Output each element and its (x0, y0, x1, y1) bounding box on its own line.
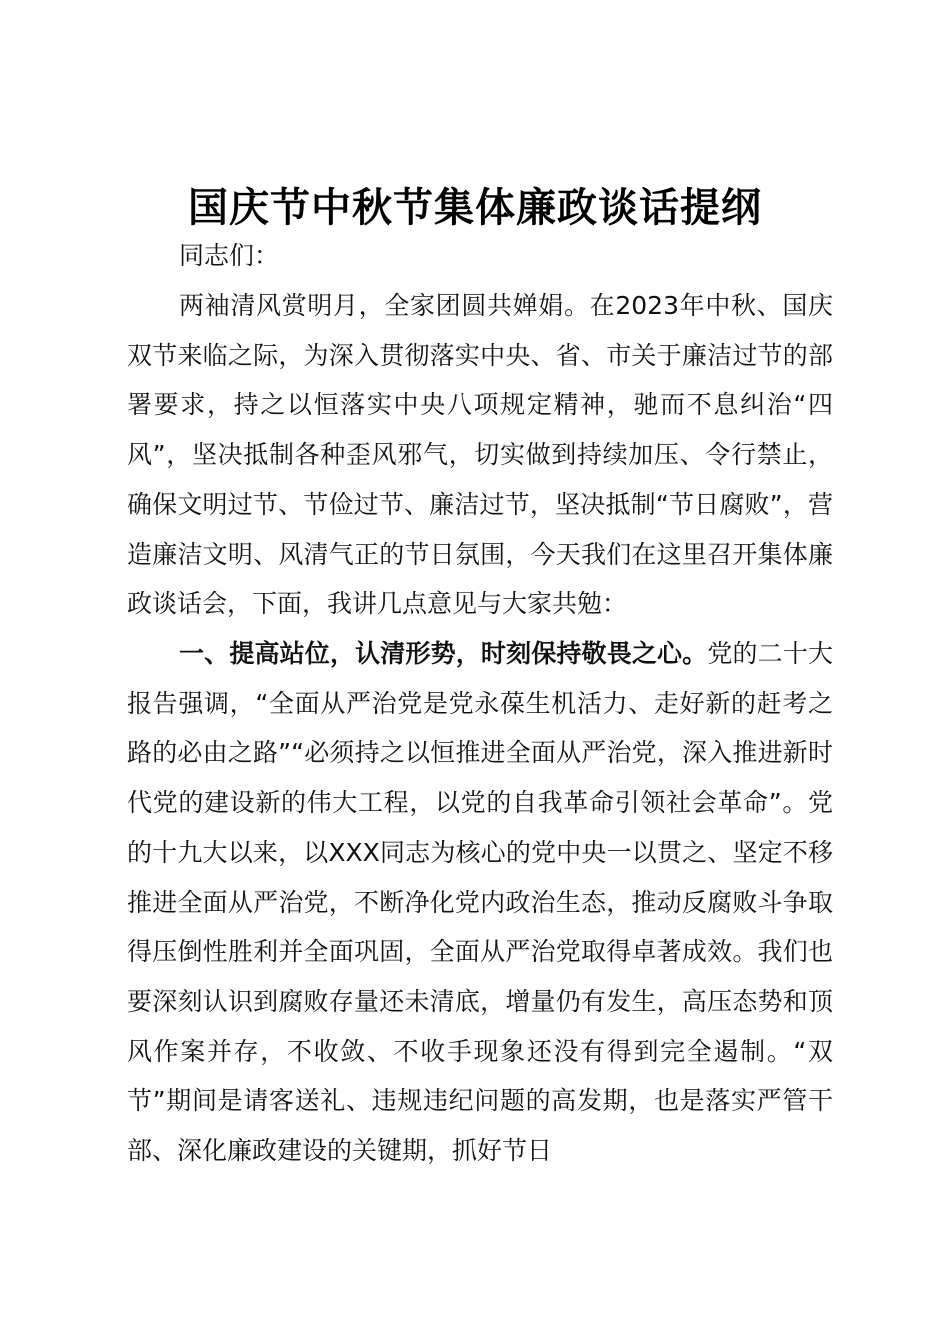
section-one-heading: 一、提高站位，认清形势，时刻保持敬畏之心。 (179, 639, 708, 668)
salutation: 同志们： (179, 241, 280, 270)
paragraph-intro-text: 两袖清风赏明月，全家团圆共婵娟。在2023年中秋、国庆双节来临之际，为深入贯彻落实中央、省、市关于廉洁过节的部署要求，持之以恒落实中央八项规定精神，驰而不息纠治“四风”，坚决抵制各种歪风邪气，切实做到持续加压、令行禁止，确保文明过节、节俭过节、廉洁过节，坚决抵制“节日腐败”，营造廉洁文明、风清气正的节日氛围，今天我们在这里召开集体廉政谈话会，下面，我讲几点意见与大家共勉： (127, 291, 833, 619)
document-title: 国庆节中秋节集体廉政谈话提纲 (188, 184, 762, 231)
paragraph-section-one (127, 629, 833, 1176)
paragraph-intro (127, 281, 833, 629)
section-one-text: 党的二十大报告强调，“全面从严治党是党永葆生机活力、走好新的赶考之路的必由之路”“必须持之以恒推进全面从严治党，深入推进新时代党的建设新的伟大工程，以党的自我革命引领社会革命”。党的十九大以来，以XXX同志为核心的党中央一以贯之、坚定不移推进全面从严治党，不断净化党内政治生态，推动反腐败斗争取得压倒性胜利并全面巩固，全面从严治党取得卓著成效。我们也要深刻认识到腐败存量还未清底，增量仍有发生，高压态势和顶风作案并存，不收敛、不收手现象还没有得到完全遏制。“双节”期间是请客送礼、违规违纪问题的高发期，也是落实严管干部、深化廉政建设的关键期，抓好节日 (127, 639, 833, 1166)
